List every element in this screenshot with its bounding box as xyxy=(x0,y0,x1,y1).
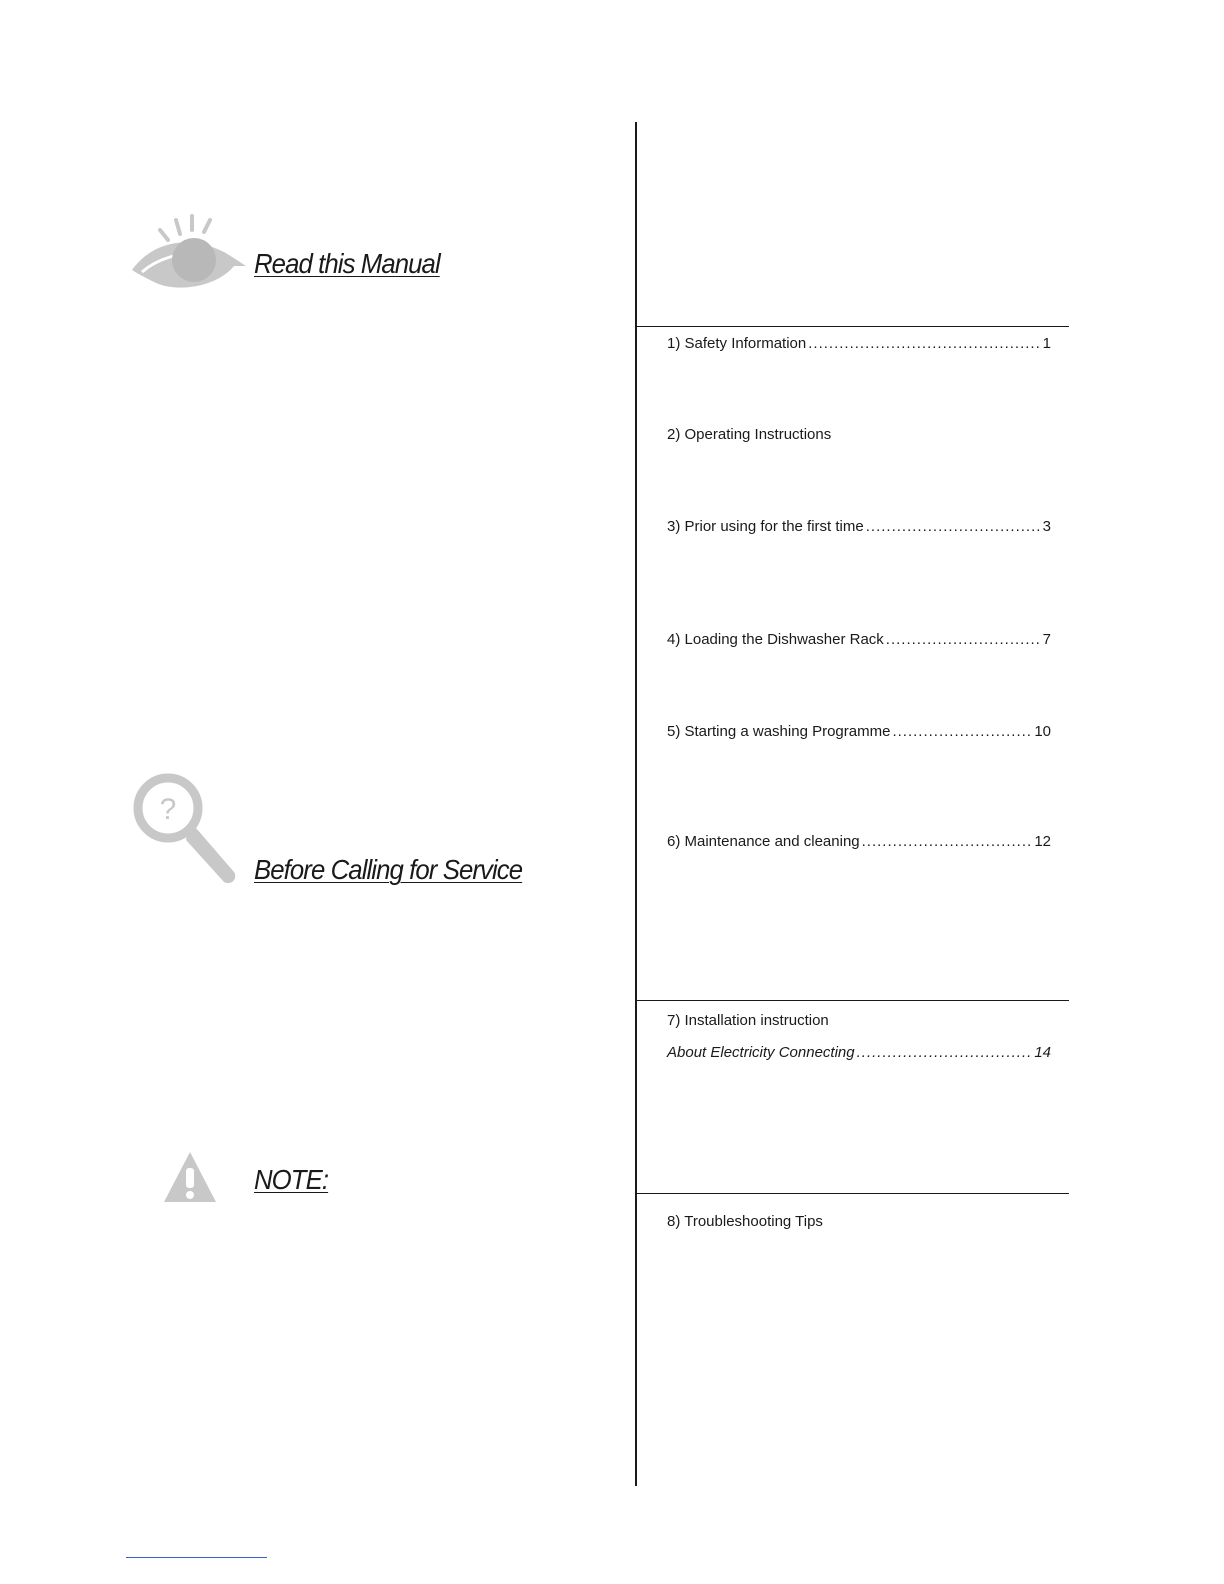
toc-page: 12 xyxy=(1034,833,1051,850)
toc-label: 8) Troubleshooting Tips xyxy=(667,1213,823,1230)
toc-leader xyxy=(886,631,1041,649)
toc-leader xyxy=(866,518,1041,536)
svg-text:?: ? xyxy=(159,793,177,826)
section-rule-middle xyxy=(637,1000,1069,1001)
section-rule-bottom xyxy=(637,1193,1069,1194)
toc-leader xyxy=(808,335,1040,353)
toc-item-installation xyxy=(667,1012,1051,1030)
warning-icon xyxy=(162,1150,218,1209)
read-manual-heading: Read this Manual xyxy=(254,248,440,279)
toc-page: 7 xyxy=(1042,631,1051,648)
toc-page: 10 xyxy=(1034,723,1051,740)
toc-label: 4) Loading the Dishwasher Rack xyxy=(667,631,884,648)
toc-label: 2) Operating Instructions xyxy=(667,426,832,443)
magnifier-question-icon xyxy=(132,772,242,893)
toc-label: 7) Installation instruction xyxy=(667,1012,829,1029)
toc-item-troubleshooting xyxy=(667,1213,1051,1231)
before-service-heading: Before Calling for Service xyxy=(254,854,523,885)
section-rule-top xyxy=(637,326,1069,327)
toc-item-loading xyxy=(667,631,1051,649)
toc-item-electricity xyxy=(667,1044,1051,1062)
toc-page: 14 xyxy=(1034,1044,1051,1061)
toc-page: 3 xyxy=(1042,518,1051,535)
toc-item-operating xyxy=(667,426,1051,444)
toc-item-first-time xyxy=(667,518,1051,536)
footer-link-underline[interactable] xyxy=(126,1557,267,1558)
toc-leader xyxy=(862,833,1033,851)
note-heading: NOTE: xyxy=(254,1164,329,1195)
toc-item-safety xyxy=(667,335,1051,353)
toc-label: 6) Maintenance and cleaning xyxy=(667,833,860,850)
toc-leader xyxy=(857,1044,1033,1062)
toc-label: 5) Starting a washing Programme xyxy=(667,723,891,740)
eye-icon xyxy=(128,212,250,297)
toc-label: 1) Safety Information xyxy=(667,335,807,352)
toc-item-starting xyxy=(667,723,1051,741)
toc-label: About Electricity Connecting xyxy=(667,1044,855,1061)
toc-page: 1 xyxy=(1042,335,1051,352)
toc-item-maintenance xyxy=(667,833,1051,851)
toc-leader xyxy=(892,723,1032,741)
toc-label: 3) Prior using for the first time xyxy=(667,518,864,535)
